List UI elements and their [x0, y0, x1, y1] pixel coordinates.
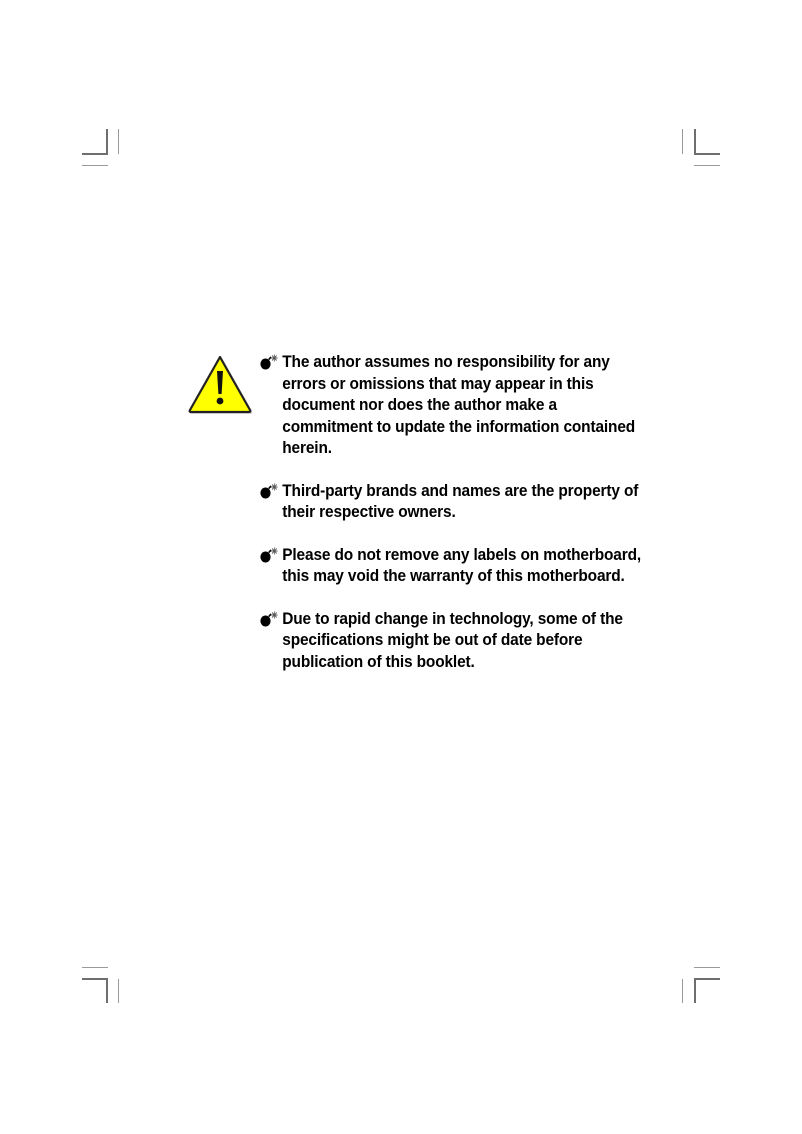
- crop-line: [82, 165, 108, 166]
- bomb-icon: [259, 611, 281, 627]
- crop-line: [118, 979, 119, 1003]
- notice-item: [259, 480, 650, 523]
- crop-line: [694, 978, 696, 1003]
- notice-item: [259, 608, 650, 673]
- crop-line: [682, 979, 683, 1003]
- crop-line: [82, 153, 108, 155]
- crop-line: [118, 129, 119, 154]
- notice-text: Due to rapid change in technology, some of the specifications might be out of date before publication of this booklet.: [282, 608, 623, 671]
- crop-line: [694, 153, 720, 155]
- notice-text: Third-party brands and names are the property of their respective owners.: [282, 480, 639, 521]
- crop-line: [106, 129, 108, 154]
- crop-line: [694, 978, 720, 980]
- notice-item: [259, 544, 650, 587]
- crop-line: [694, 967, 720, 968]
- crop-line: [694, 165, 720, 166]
- bomb-icon: [259, 483, 281, 499]
- crop-line: [82, 978, 108, 980]
- crop-line: [682, 129, 683, 154]
- bomb-icon: [259, 547, 281, 563]
- notice-text: The author assumes no responsibility for any errors or omissions that may appear in this document nor does the author make a commitment to update the information contained herein.: [282, 352, 636, 457]
- notice-item: [259, 351, 650, 459]
- warning-triangle-icon: [187, 354, 253, 414]
- crop-line: [82, 967, 108, 968]
- bomb-icon: [259, 354, 281, 370]
- crop-line: [106, 978, 108, 1003]
- crop-line: [694, 129, 696, 154]
- notice-text: Please do not remove any labels on motherboard, this may void the warranty of this motherboard.: [282, 544, 642, 585]
- notice-list: [259, 351, 642, 693]
